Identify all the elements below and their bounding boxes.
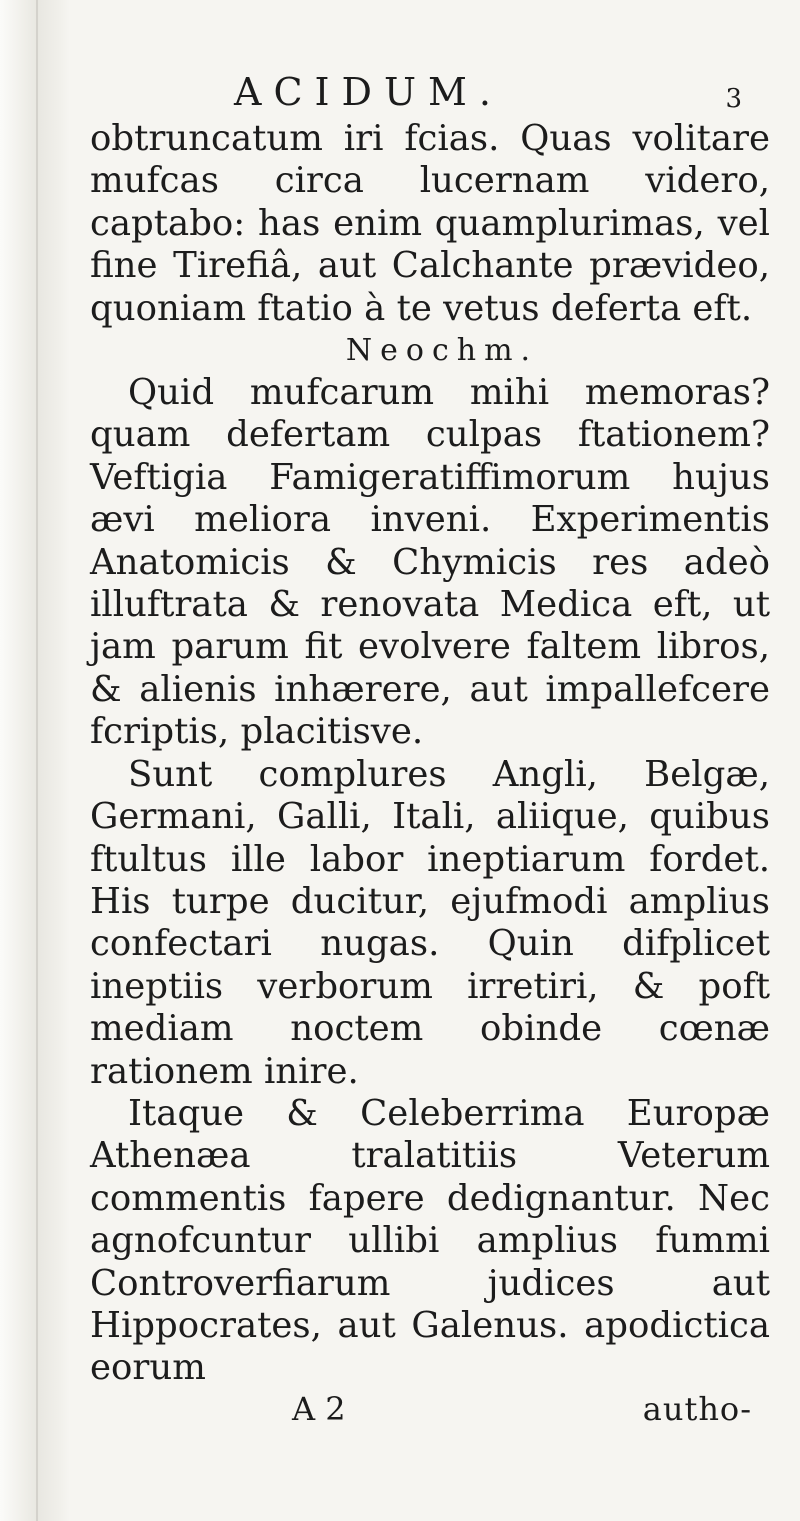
paragraph-1: obtruncatum iri fcias. Quas volitare mufcas circa lucernam videro, captabo: has enim quamplurimas, vel fine Tirefiâ, aut Calchante prævideo, quoniam ftatio à te vetus deferta eft. bbox=[90, 118, 770, 329]
page-footer bbox=[90, 1390, 770, 1436]
running-title: ACIDUM. bbox=[234, 70, 504, 114]
paragraph-3: Sunt complures Angli, Belgæ, Germani, Galli, Itali, aliique, quibus ftultus ille labor ineptiarum fordet. His turpe ducitur, ejufmodi amplius confectari nugas. Quin difplicet ineptiis verborum irretiri, & poft mediam noctem obinde cœnæ rationem inire. bbox=[90, 753, 770, 1092]
paragraph-4: Itaque & Celeberrima Europæ Athenæa tralatitiis Veterum commentis fapere dedignantur. Nec agnofcuntur ullibi amplius fummi Controverfiarum judices aut Hippocrates, aut Galenus. apodictica eorum bbox=[90, 1092, 770, 1389]
running-head bbox=[90, 60, 770, 118]
catchword: autho- bbox=[642, 1389, 752, 1428]
binding-gutter bbox=[0, 0, 70, 1521]
book-page bbox=[90, 60, 770, 1436]
page-number: 3 bbox=[725, 84, 742, 114]
speaker-heading: Neochm. bbox=[345, 333, 539, 369]
paragraph-2: Quid mufcarum mihi memoras? quam defertam culpas ftationem? Veftigia Famigeratiffimorum hujus ævi meliora inveni. Experimentis Anatomicis & Chymicis res adeò illuftrata & renovata Medica eft, ut jam parum fit evolvere faltem libros, & alienis inhærere, aut impallefcere fcriptis, placitisve. bbox=[90, 372, 770, 753]
signature-mark: A 2 bbox=[292, 1389, 346, 1428]
